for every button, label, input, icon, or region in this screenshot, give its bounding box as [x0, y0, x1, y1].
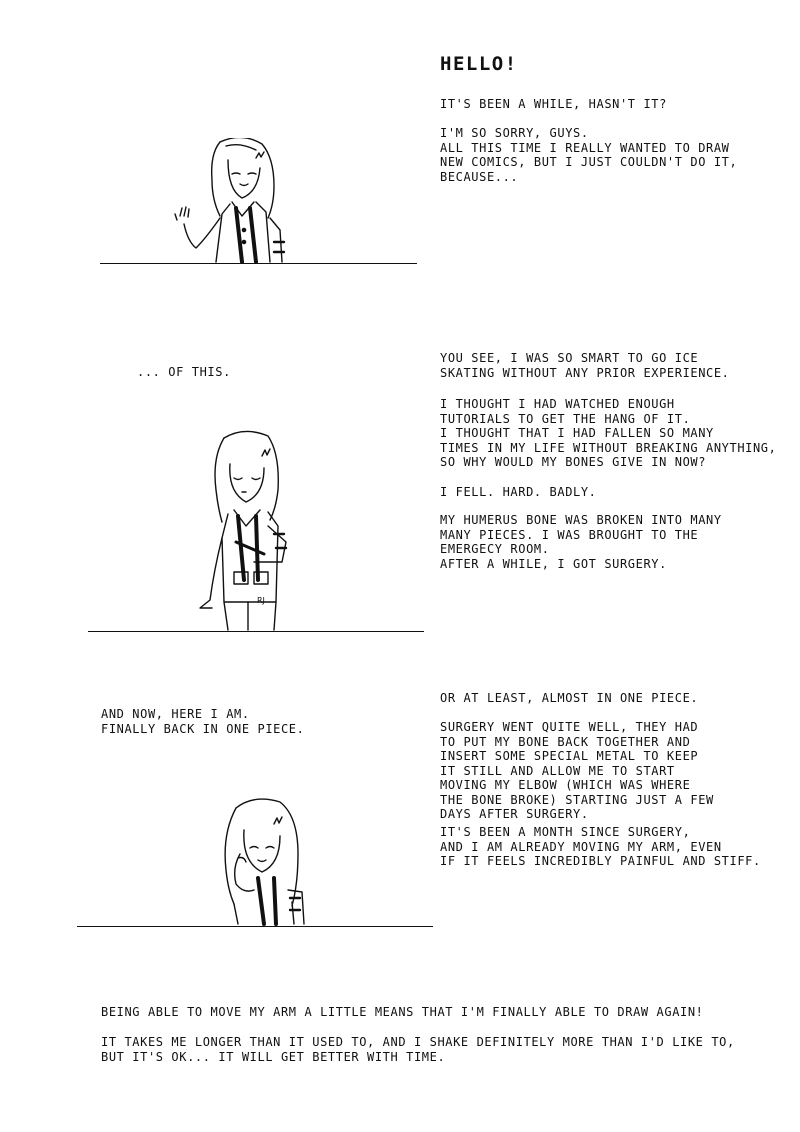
panel1-text-1: IT'S BEEN A WHILE, HASN'T IT? — [440, 97, 667, 111]
panel2-text-4: MY HUMERUS BONE WAS BROKEN INTO MANY MANY PIECES. I WAS BROUGHT TO THE EMERGECY ROOM. AFTER A WHILE, I GOT SURGERY. — [440, 513, 722, 571]
panel2-text-1: YOU SEE, I WAS SO SMART TO GO ICE SKATING WITHOUT ANY PRIOR EXPERIENCE. — [440, 351, 730, 380]
panel1-ground-line — [100, 263, 417, 264]
panel2-ground-line — [88, 631, 424, 632]
panel1-text-2: I'M SO SORRY, GUYS. ALL THIS TIME I REALLY WANTED TO DRAW NEW COMICS, BUT I JUST COULDN'T DO IT, BECAUSE... — [440, 126, 738, 184]
panel2-left-caption: ... OF THIS. — [137, 365, 231, 379]
panel2-text-2: I THOUGHT I HAD WATCHED ENOUGH TUTORIALS TO GET THE HANG OF IT. I THOUGHT THAT I HAD FALLEN SO MANY TIMES IN MY LIFE WITHOUT BREAKING ANYTHING, SO WHY WOULD MY BONES GIVE IN NOW? — [440, 397, 777, 469]
injured-girl-figure — [194, 430, 314, 632]
artist-signature: RJ — [257, 596, 265, 605]
panel3-left-caption: AND NOW, HERE I AM. FINALLY BACK IN ONE PIECE. — [101, 707, 305, 736]
panel2-text-3: I FELL. HARD. BADLY. — [440, 485, 597, 499]
smiling-girl-figure — [214, 794, 314, 926]
panel3-text-3: IT'S BEEN A MONTH SINCE SURGERY, AND I AM ALREADY MOVING MY ARM, EVEN IF IT FEELS INCREDIBLY PAINFUL AND STIFF. — [440, 825, 761, 868]
panel3-text-2: SURGERY WENT QUITE WELL, THEY HAD TO PUT MY BONE BACK TOGETHER AND INSERT SOME SPECIAL METAL TO KEEP IT STILL AND ALLOW ME TO START MOVING MY ELBOW (WHICH WAS WHERE THE BONE BROKE) STARTING JUST A FEW DAYS AFTER SURGERY. — [440, 720, 714, 821]
footer-text-1: BEING ABLE TO MOVE MY ARM A LITTLE MEANS THAT I'M FINALLY ABLE TO DRAW AGAIN! — [101, 1005, 704, 1019]
panel3-text-1: OR AT LEAST, ALMOST IN ONE PIECE. — [440, 691, 699, 705]
panel3-ground-line — [77, 926, 433, 927]
panel1-title: HELLO! — [440, 53, 518, 75]
footer-text-2: IT TAKES ME LONGER THAN IT USED TO, AND I SHAKE DEFINITELY MORE THAN I'D LIKE TO, BUT IT'S OK... IT WILL GET BETTER WITH TIME. — [101, 1035, 735, 1064]
waving-girl-figure — [170, 138, 310, 264]
